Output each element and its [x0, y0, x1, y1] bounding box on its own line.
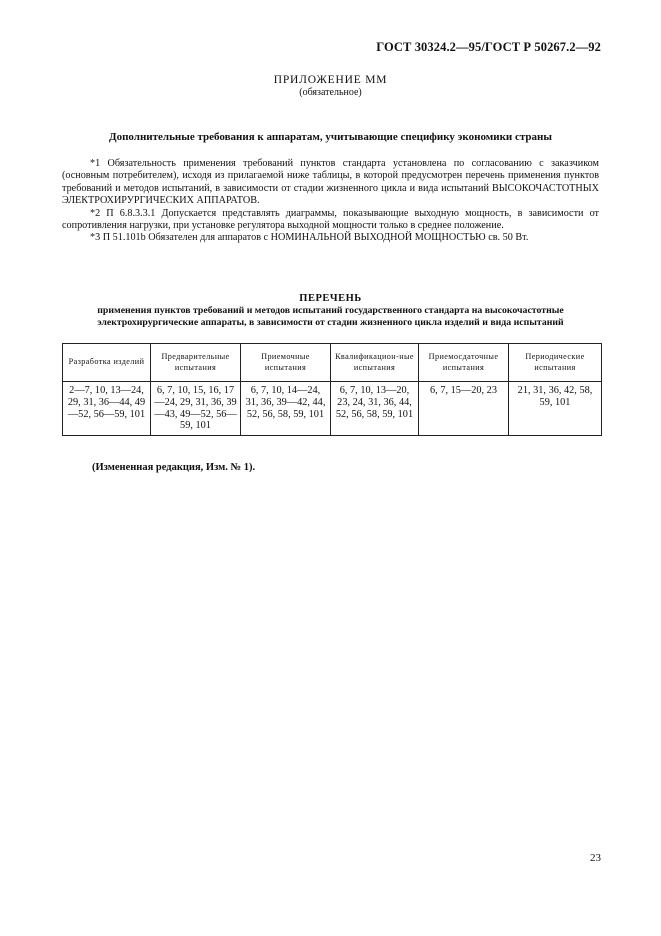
cell-delivery-tests: 6, 7, 15—20, 23	[419, 382, 509, 436]
header-delivery-tests: Приемосдаточные испытания	[419, 344, 509, 382]
list-title: ПЕРЕЧЕНЬ	[299, 293, 362, 304]
section-title: Дополнительные требования к аппаратам, учитывающие специфику экономики страны	[109, 131, 552, 143]
note-3: *3 П 51.101b Обязателен для аппаратов с НОМИНАЛЬНОЙ ВЫХОДНОЙ МОЩНОСТЬЮ св. 50 Вт.	[90, 232, 529, 244]
header-preliminary-tests: Предварительные испытания	[151, 344, 241, 382]
standard-code: ГОСТ 30324.2—95/ГОСТ Р 50267.2—92	[376, 40, 601, 54]
header-periodic-tests: Периодические испытания	[509, 344, 602, 382]
appendix-heading	[0, 74, 661, 99]
cell-qualification-tests: 6, 7, 10, 13—20, 23, 24, 31, 36, 44, 52, 56, 58, 59, 101	[331, 382, 419, 436]
cell-periodic-tests: 21, 31, 36, 42, 58, 59, 101	[509, 382, 602, 436]
requirements-table	[62, 343, 602, 436]
cell-development: 2—7, 10, 13—24, 29, 31, 36—44, 49—52, 56—59, 101	[63, 382, 151, 436]
note-1: *1 Обязательность применения требований пунктов стандарта установлена по согласованию с заказчиком (основным потребителем), исходя из прилагаемой ниже таблицы, в которой предусмотрен перечень применения пунктов требований и методов испытаний, в зависимости от стадии жизненного цикла и вида испытаний ВЫСОКОЧАСТОТНЫХ ЭЛЕКТРОХИРУРГИЧЕСКИХ АППАРАТОВ.	[62, 158, 599, 207]
appendix-title: ПРИЛОЖЕНИЕ ММ	[273, 74, 388, 86]
appendix-subtitle: (обязательное)	[299, 87, 362, 98]
header-qualification-tests: Квалификацион-ные испытания	[331, 344, 419, 382]
table-header-row	[63, 344, 602, 382]
notes-block	[62, 158, 599, 245]
note-2: *2 П 6.8.3.3.1 Допускается представлять диаграммы, показывающие выходную мощность, в зависимости от сопротивления нагрузки, при установке регулятора выходной мощности только в среднее положение.	[62, 207, 599, 232]
header-development: Разработка изделий	[63, 344, 151, 382]
amendment-note: (Измененная редакция, Изм. № 1).	[92, 462, 256, 473]
page-number: 23	[590, 852, 601, 864]
header-acceptance-tests: Приемочные испытания	[241, 344, 331, 382]
list-subtitle: применения пунктов требований и методов испытаний государственного стандарта на высокочастотные электрохирургические аппараты, в зависимости от стадии жизненного цикла изделий и вида испытаний	[97, 305, 564, 328]
list-heading	[62, 292, 599, 329]
cell-acceptance-tests: 6, 7, 10, 14—24, 31, 36, 39—42, 44, 52, 56, 58, 59, 101	[241, 382, 331, 436]
cell-preliminary-tests: 6, 7, 10, 15, 16, 17—24, 29, 31, 36, 39—43, 49—52, 56—59, 101	[151, 382, 241, 436]
table-row	[63, 382, 602, 436]
